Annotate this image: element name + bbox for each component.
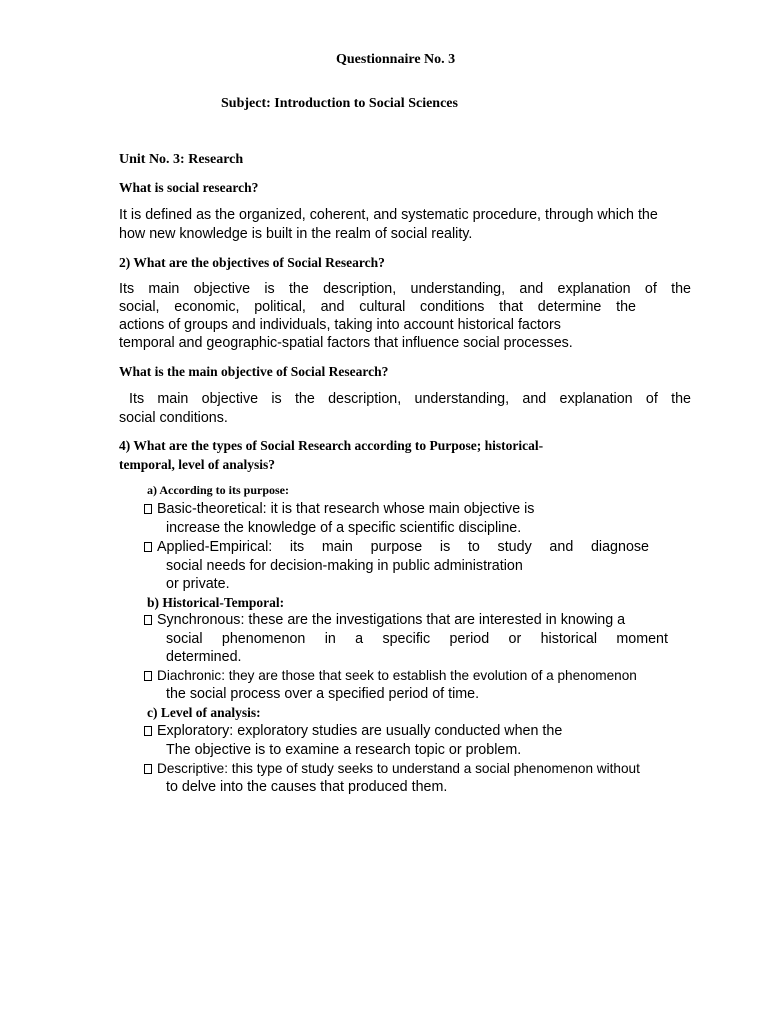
- item-a1-line-2: increase the knowledge of a specific scientific discipline.: [166, 520, 522, 536]
- item-c1-line-2: The objective is to examine a research topic or problem.: [166, 742, 522, 758]
- section-b-heading: b) Historical-Temporal:: [147, 595, 285, 610]
- answer-2-line-1: Its main objective is the description, understanding, and explanation of the: [119, 281, 691, 297]
- item-c2-line-2: to delve into the causes that produced them.: [166, 779, 448, 795]
- answer-3-line-1: Its main objective is the description, understanding, and explanation of the: [129, 391, 691, 407]
- item-b1-line-3: determined.: [166, 649, 242, 665]
- checkbox-icon: [144, 615, 152, 625]
- answer-2-line-4: temporal and geographic-spatial factors that influence social processes.: [119, 335, 573, 351]
- answer-1-line-2: how new knowledge is built in the realm of social reality.: [119, 226, 473, 242]
- checkbox-icon: [144, 542, 152, 552]
- checkbox-icon: [144, 504, 152, 514]
- answer-3-line-2: social conditions.: [119, 410, 228, 426]
- item-b1-line-1: Synchronous: these are the investigations that are interested in knowing a: [144, 613, 625, 627]
- question-2: 2) What are the objectives of Social Research?: [119, 255, 385, 270]
- subject-line: Subject: Introduction to Social Sciences: [221, 96, 458, 111]
- section-c-heading: c) Level of analysis:: [147, 705, 261, 720]
- checkbox-icon: [144, 671, 152, 681]
- question-1: What is social research?: [119, 180, 259, 195]
- question-4-line-2: temporal, level of analysis?: [119, 457, 275, 472]
- question-3: What is the main objective of Social Research?: [119, 364, 389, 379]
- answer-2-line-3: actions of groups and individuals, taking into account historical factors: [119, 317, 561, 333]
- document-title: Questionnaire No. 3: [336, 52, 456, 67]
- answer-1-line-1: It is defined as the organized, coherent, and systematic procedure, through which the: [119, 207, 658, 223]
- unit-heading: Unit No. 3: Research: [119, 152, 244, 167]
- item-a2-line-1: Applied-Empirical: its main purpose is to study and diagnose: [144, 540, 649, 554]
- question-4-line-1: 4) What are the types of Social Research according to Purpose; historical-: [119, 438, 544, 453]
- item-c2-line-1: Descriptive: this type of study seeks to understand a social phenomenon without: [144, 762, 640, 776]
- checkbox-icon: [144, 764, 152, 774]
- item-a1-line-1: Basic-theoretical: it is that research whose main objective is: [144, 502, 534, 516]
- answer-2-line-2: social, economic, political, and cultural conditions that determine the: [119, 299, 636, 315]
- section-a-heading: a) According to its purpose:: [147, 483, 289, 497]
- item-c1-line-1: Exploratory: exploratory studies are usually conducted when the: [144, 724, 562, 738]
- item-a2-line-2: social needs for decision-making in public administration: [166, 558, 523, 574]
- item-b2-line-1: Diachronic: they are those that seek to establish the evolution of a phenomenon: [144, 669, 637, 683]
- checkbox-icon: [144, 726, 152, 736]
- item-a2-line-3: or private.: [166, 576, 230, 592]
- item-b1-line-2: social phenomenon in a specific period or historical moment: [166, 631, 668, 647]
- item-b2-line-2: the social process over a specified period of time.: [166, 686, 480, 702]
